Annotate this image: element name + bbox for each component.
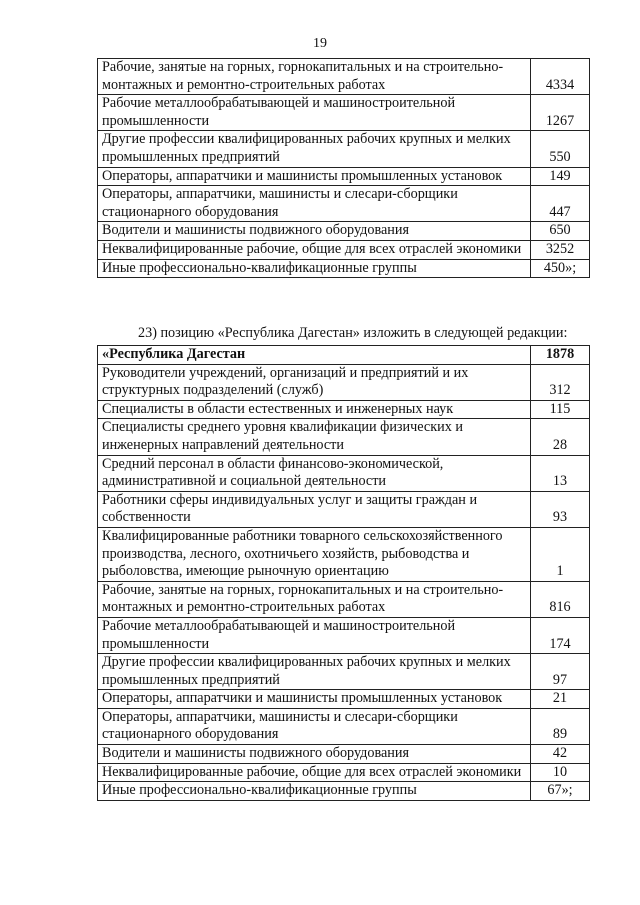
occupation-name-cell: Другие профессии квалифицированных рабочих крупных и мелких промышленных предприятий — [98, 131, 531, 167]
occupation-count-cell: 42 — [531, 745, 590, 764]
occupation-name-cell: Водители и машинисты подвижного оборудования — [98, 745, 531, 764]
occupation-count-cell: 4334 — [531, 59, 590, 95]
table-row — [98, 222, 590, 241]
occupation-count-cell: 174 — [531, 617, 590, 653]
occupation-count-cell: 21 — [531, 690, 590, 709]
table-row — [98, 455, 590, 491]
occupation-table-dagestan — [97, 345, 590, 801]
table-row — [98, 167, 590, 186]
occupation-name-cell: Работники сферы индивидуальных услуг и защиты граждан и собственности — [98, 491, 531, 527]
table-row — [98, 364, 590, 400]
occupation-name-cell: Средний персонал в области финансово-экономической, административной и социальной деятельности — [98, 455, 531, 491]
page-number: 19 — [313, 36, 327, 51]
table-row — [98, 491, 590, 527]
table-row — [98, 617, 590, 653]
occupation-name-cell: Специалисты в области естественных и инженерных наук — [98, 400, 531, 419]
table-row — [98, 240, 590, 259]
occupation-name-cell: Операторы, аппаратчики, машинисты и слесари-сборщики стационарного оборудования — [98, 708, 531, 744]
occupation-name-cell: Рабочие, занятые на горных, горнокапитальных и на строительно-монтажных и ремонтно-строительных работах — [98, 59, 531, 95]
region-name-cell: «Республика Дагестан — [98, 346, 531, 365]
table-row — [98, 654, 590, 690]
occupation-count-cell: 97 — [531, 654, 590, 690]
table-row — [98, 745, 590, 764]
occupation-count-cell: 89 — [531, 708, 590, 744]
table-row — [98, 59, 590, 95]
occupation-name-cell: Иные профессионально-квалификационные группы — [98, 259, 531, 278]
occupation-count-cell: 3252 — [531, 240, 590, 259]
occupation-name-cell: Квалифицированные работники товарного сельскохозяйственного производства, лесного, охотничьего хозяйств, рыбоводства и рыболовства, имеющие рыночную ориентацию — [98, 527, 531, 581]
occupation-name-cell: Иные профессионально-квалификационные группы — [98, 782, 531, 801]
occupation-name-cell: Операторы, аппаратчики и машинисты промышленных установок — [98, 690, 531, 709]
occupation-count-cell: 550 — [531, 131, 590, 167]
occupation-count-cell: 10 — [531, 763, 590, 782]
occupation-name-cell: Руководители учреждений, организаций и предприятий и их структурных подразделений (служб) — [98, 364, 531, 400]
table-row — [98, 690, 590, 709]
occupation-table-continued — [97, 58, 590, 278]
occupation-count-cell: 115 — [531, 400, 590, 419]
occupation-name-cell: Рабочие металлообрабатывающей и машиностроительной промышленности — [98, 617, 531, 653]
occupation-name-cell: Неквалифицированные рабочие, общие для всех отраслей экономики — [98, 763, 531, 782]
occupation-name-cell: Другие профессии квалифицированных рабочих крупных и мелких промышленных предприятий — [98, 654, 531, 690]
table-row — [98, 259, 590, 278]
occupation-count-cell: 67»; — [531, 782, 590, 801]
region-total-cell: 1878 — [531, 346, 590, 365]
table-row — [98, 186, 590, 222]
occupation-name-cell: Рабочие металлообрабатывающей и машиностроительной промышленности — [98, 95, 531, 131]
amendment-text: 23) позицию «Республика Дагестан» изложить в следующей редакции: — [138, 325, 568, 341]
occupation-count-cell: 13 — [531, 455, 590, 491]
occupation-count-cell: 1267 — [531, 95, 590, 131]
occupation-count-cell: 650 — [531, 222, 590, 241]
table-row — [98, 131, 590, 167]
occupation-name-cell: Рабочие, занятые на горных, горнокапитальных и на строительно-монтажных и ремонтно-строительных работах — [98, 581, 531, 617]
table-header-row — [98, 346, 590, 365]
occupation-count-cell: 312 — [531, 364, 590, 400]
occupation-name-cell: Операторы, аппаратчики и машинисты промышленных установок — [98, 167, 531, 186]
table-row — [98, 763, 590, 782]
table-row — [98, 782, 590, 801]
occupation-count-cell: 149 — [531, 167, 590, 186]
table1-body — [98, 59, 590, 278]
table-row — [98, 419, 590, 455]
table-row — [98, 400, 590, 419]
table-row — [98, 95, 590, 131]
table-row — [98, 708, 590, 744]
table-row — [98, 527, 590, 581]
occupation-count-cell: 1 — [531, 527, 590, 581]
occupation-name-cell: Водители и машинисты подвижного оборудования — [98, 222, 531, 241]
occupation-count-cell: 447 — [531, 186, 590, 222]
occupation-count-cell: 93 — [531, 491, 590, 527]
occupation-count-cell: 450»; — [531, 259, 590, 278]
occupation-count-cell: 28 — [531, 419, 590, 455]
occupation-name-cell: Неквалифицированные рабочие, общие для всех отраслей экономики — [98, 240, 531, 259]
occupation-name-cell: Специалисты среднего уровня квалификации физических и инженерных направлений деятельности — [98, 419, 531, 455]
occupation-name-cell: Операторы, аппаратчики, машинисты и слесари-сборщики стационарного оборудования — [98, 186, 531, 222]
occupation-count-cell: 816 — [531, 581, 590, 617]
table2-body — [98, 346, 590, 801]
table-row — [98, 581, 590, 617]
